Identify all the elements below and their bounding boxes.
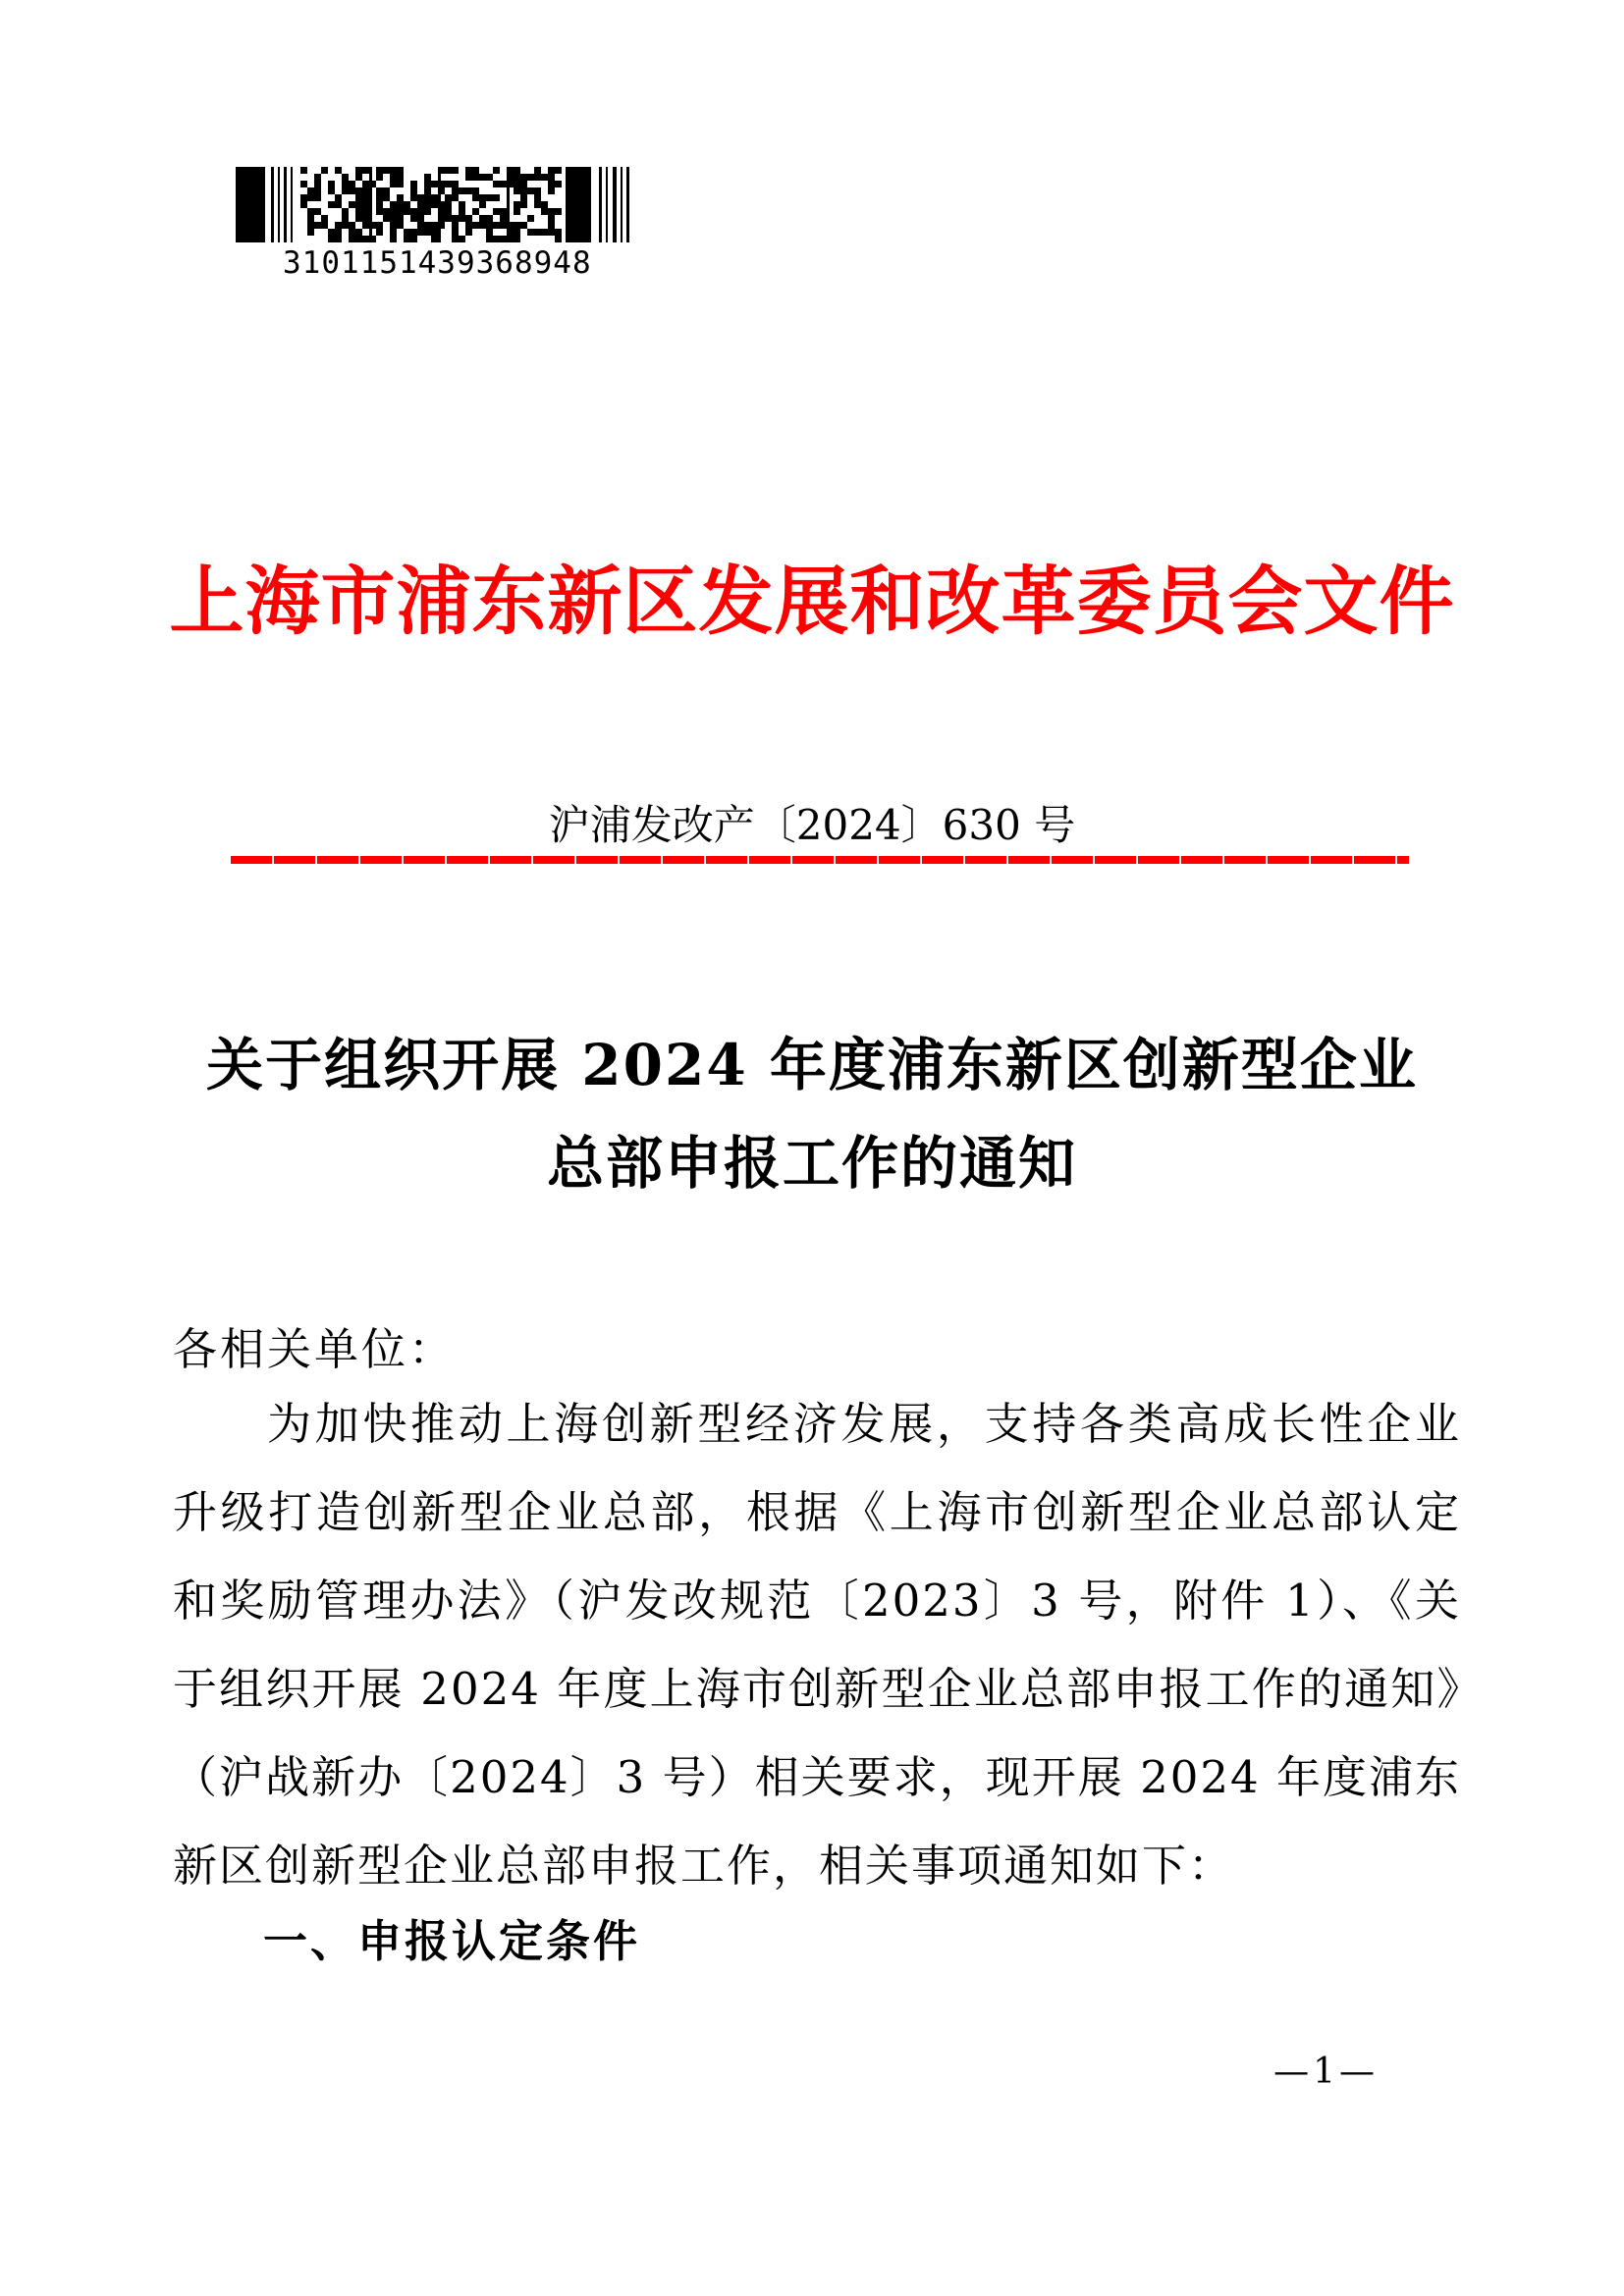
barcode-image — [236, 167, 646, 242]
document-reference-number: 沪浦发改产〔2024〕630 号 — [548, 801, 1076, 849]
document-title-line2: 总部申报工作的通知 — [546, 1130, 1077, 1197]
document-title-line1: 关于组织开展 2024 年度浦东新区创新型企业 — [206, 1032, 1418, 1098]
barcode-svg — [236, 167, 646, 242]
agency-title: 上海市浦东新区发展和改革委员会文件 — [169, 558, 1455, 645]
body-paragraph: 为加快推动上海创新型经济发展，支持各类高成长性企业升级打造创新型企业总部，根据《上海市创新型企业总部认定和奖励管理办法》（沪发改规范〔2023〕3 号，附件 1）、《关于组织开展 2024 年度上海市创新型企业总部申报工作的通知》（沪战新办〔2024〕3 号）相关要求，现开展 2024 年度浦东新区创新型企业总部申报工作，相关事项通知如下： — [173, 1398, 1461, 1892]
page-number: —1— — [1273, 2052, 1379, 2092]
document-title — [0, 1016, 1624, 1212]
section-heading-1: 一、申报认定条件 — [263, 1915, 641, 1967]
barcode-number: 3101151439368948 — [283, 245, 592, 281]
red-separator-line — [231, 856, 1409, 864]
salutation: 各相关单位： — [173, 1323, 457, 1375]
